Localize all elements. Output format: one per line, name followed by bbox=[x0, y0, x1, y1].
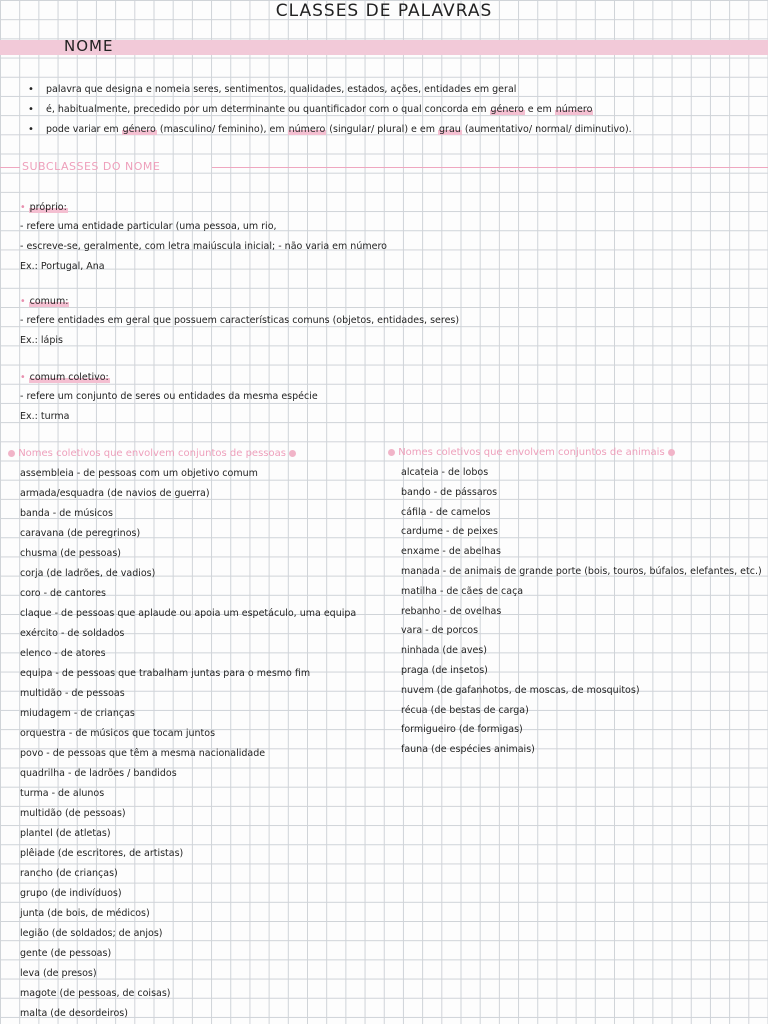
list-item: coro - de cantores bbox=[20, 588, 107, 599]
list-item: cáfila - de camelos bbox=[401, 506, 491, 518]
list-item: bando - de pássaros bbox=[401, 486, 498, 498]
list-item: junta (de bois, de médicos) bbox=[20, 908, 150, 919]
definition-text: é, habitualmente, precedido por um determinante ou quantificador com o qual concorda em bbox=[46, 103, 490, 115]
list-item: cardume - de peixes bbox=[401, 526, 498, 538]
list-item: multidão - de pessoas bbox=[20, 688, 125, 699]
list-item: elenco - de atores bbox=[20, 648, 106, 659]
list-item: fauna (de espécies animais) bbox=[401, 744, 535, 756]
list-item: equipa - de pessoas que trabalham juntas para o mesmo fim bbox=[20, 668, 311, 679]
definition-text: e em bbox=[524, 103, 555, 115]
list-item: leva (de presos) bbox=[20, 968, 97, 979]
bullet-dot-icon: • bbox=[20, 202, 26, 213]
list-item: récua (de bestas de carga) bbox=[401, 704, 529, 716]
animals-collective-heading bbox=[388, 445, 675, 461]
definition-text: palavra que designa e nomeia seres, sentimentos, qualidades, estados, ações, entidades em geral bbox=[46, 84, 517, 95]
subclass-name: • próprio: bbox=[20, 202, 67, 213]
dot-icon bbox=[289, 450, 296, 457]
list-item: caravana (de peregrinos) bbox=[20, 528, 141, 539]
list-item: vara - de porcos bbox=[401, 625, 479, 637]
list-item: turma - de alunos bbox=[20, 788, 105, 799]
list-item: multidão (de pessoas) bbox=[20, 808, 126, 819]
definition-item bbox=[28, 120, 632, 140]
list-item: magote (de pessoas, de coisas) bbox=[20, 988, 171, 999]
subclass-name: • comum: bbox=[20, 296, 69, 307]
list-item: plantel (de atletas) bbox=[20, 828, 111, 839]
list-item: alcateia - de lobos bbox=[401, 467, 489, 478]
subclass-line: - escreve-se, geralmente, com letra maiúscula inicial; - não varia em número bbox=[20, 240, 387, 252]
definition-item bbox=[28, 80, 632, 100]
list-item: grupo (de indivíduos) bbox=[20, 888, 122, 899]
definition-text: pode variar em bbox=[46, 123, 122, 135]
highlighted-term: número bbox=[288, 123, 326, 135]
section-highlight-band bbox=[0, 40, 768, 55]
subclasses-heading-label: SUBCLASSES DO NOME bbox=[22, 160, 161, 173]
list-item: chusma (de pessoas) bbox=[20, 548, 121, 559]
list-item: praga (de insetos) bbox=[401, 664, 488, 676]
list-item: rancho (de crianças) bbox=[20, 868, 118, 879]
subclass-comum-coletivo bbox=[20, 368, 318, 427]
list-item: povo - de pessoas que têm a mesma nacionalidade bbox=[20, 748, 266, 759]
highlighted-term: género bbox=[122, 123, 156, 135]
subclass-proprio bbox=[20, 198, 387, 276]
list-item: enxame - de abelhas bbox=[401, 546, 501, 558]
people-collective-list bbox=[20, 464, 356, 1024]
subclass-line: - refere entidades em geral que possuem características comuns (objetos, entidades, seres) bbox=[20, 315, 460, 326]
list-item: assembleia - de pessoas com um objetivo comum bbox=[20, 468, 258, 479]
subclass-example: Ex.: lápis bbox=[20, 334, 63, 346]
list-item: ninhada (de aves) bbox=[401, 645, 487, 657]
subclass-example: Ex.: turma bbox=[20, 410, 70, 422]
subclass-name: • comum coletivo: bbox=[20, 372, 109, 383]
definition-list bbox=[28, 80, 632, 139]
dot-icon bbox=[388, 449, 395, 456]
list-item: corja (de ladrões, de vadios) bbox=[20, 568, 156, 579]
list-item: manada - de animais de grande porte (bois, touros, búfalos, elefantes, etc.) bbox=[401, 565, 762, 577]
subclasses-heading bbox=[0, 158, 768, 176]
definition-item bbox=[28, 100, 632, 120]
subclass-line: - refere uma entidade particular (uma pessoa, um rio, bbox=[20, 221, 277, 232]
section-title: NOME bbox=[64, 37, 114, 55]
dot-icon bbox=[8, 450, 15, 457]
heading-rule bbox=[212, 167, 768, 168]
list-item: formigueiro (de formigas) bbox=[401, 724, 523, 736]
bullet-dot-icon: • bbox=[20, 372, 26, 383]
list-item: banda - de músicos bbox=[20, 508, 113, 519]
list-item: legião (de soldados; de anjos) bbox=[20, 928, 163, 939]
subclass-example: Ex.: Portugal, Ana bbox=[20, 260, 105, 272]
animals-collective-list bbox=[401, 463, 762, 760]
page-title: CLASSES DE PALAVRAS bbox=[275, 1, 493, 21]
highlighted-term: género bbox=[490, 103, 524, 115]
list-item: rebanho - de ovelhas bbox=[401, 605, 502, 617]
subclass-line: - refere um conjunto de seres ou entidades da mesma espécie bbox=[20, 391, 318, 402]
subclass-comum bbox=[20, 292, 459, 351]
definition-text: (aumentativo/ normal/ diminutivo). bbox=[461, 123, 632, 135]
people-heading-label: Nomes coletivos que envolvem conjuntos de pessoas bbox=[18, 448, 286, 459]
bullet-dot-icon: • bbox=[20, 296, 26, 307]
list-item: exército - de soldados bbox=[20, 628, 125, 639]
definition-text: (masculino/ feminino), em bbox=[156, 123, 288, 135]
highlighted-term: grau bbox=[439, 123, 461, 135]
list-item: matilha - de cães de caça bbox=[401, 585, 524, 597]
list-item: quadrilha - de ladrões / bandidos bbox=[20, 768, 177, 779]
list-item: claque - de pessoas que aplaude ou apoia um espetáculo, uma equipa bbox=[20, 608, 357, 619]
people-collective-heading bbox=[8, 446, 296, 462]
animals-heading-label: Nomes coletivos que envolvem conjuntos de animais bbox=[398, 447, 665, 458]
list-item: gente (de pessoas) bbox=[20, 948, 112, 959]
dot-icon bbox=[668, 449, 675, 456]
heading-rule bbox=[0, 167, 20, 168]
definition-text: (singular/ plural) e em bbox=[326, 123, 439, 135]
list-item: plêiade (de escritores, de artistas) bbox=[20, 848, 184, 859]
list-item: armada/esquadra (de navios de guerra) bbox=[20, 488, 210, 499]
highlighted-term: número bbox=[555, 103, 593, 115]
list-item: orquestra - de músicos que tocam juntos bbox=[20, 728, 216, 739]
list-item: malta (de desordeiros) bbox=[20, 1008, 128, 1019]
list-item: nuvem (de gafanhotos, de moscas, de mosquitos) bbox=[401, 684, 640, 696]
list-item: miudagem - de crianças bbox=[20, 708, 135, 719]
